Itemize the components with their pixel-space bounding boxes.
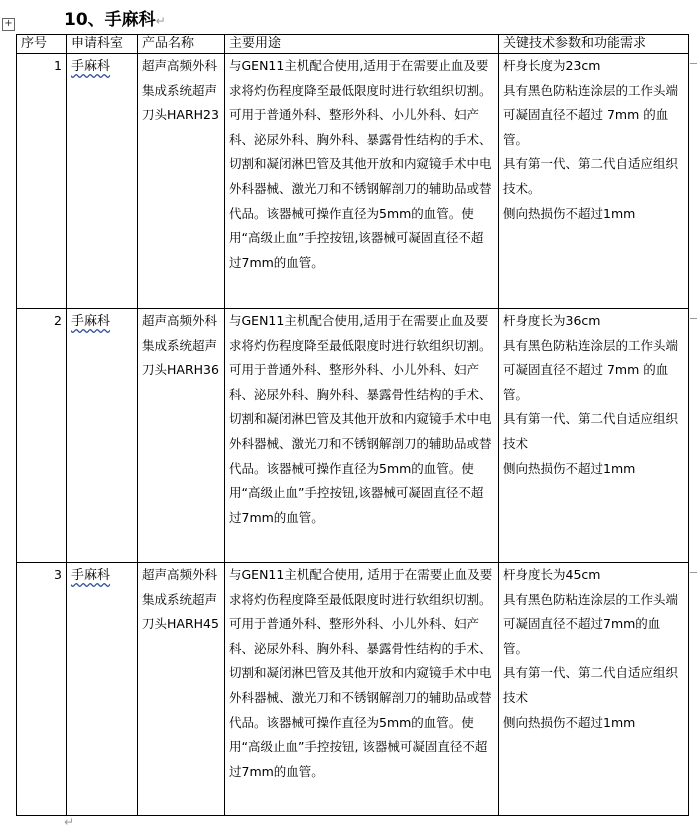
param-line: 杆身度长为45cm [503,567,601,582]
row-params [499,54,689,309]
section-title: 10、手麻科↵ [64,10,166,30]
row-end-mark-icon [690,564,697,573]
param-line: 侧向热损伤不超过1mm [503,460,636,476]
param-line: 可凝固直径不超过 7mm 的血管。 [503,362,669,402]
param-line: 可凝固直径不超过7mm的血管。 [503,616,661,656]
header-product: 产品名称 [138,35,225,54]
row-index: 1 [17,54,67,309]
header-usage: 主要用途 [225,35,499,54]
header-dept: 申请科室 [67,35,138,54]
row-product: 超声高频外科集成系统超声刀头HARH23 [138,54,225,309]
param-line: 侧向热损伤不超过1mm [503,714,636,730]
param-line: 侧向热损伤不超过1mm [503,205,636,221]
row-end-mark-icon [690,310,697,319]
row-dept: 手麻科 [67,309,138,563]
param-line: 具有黑色防粘连涂层的工作头端 [503,591,679,607]
param-line: 具有黑色防粘连涂层的工作头端 [503,82,679,98]
row-product: 超声高频外科集成系统超声刀头HARH36 [138,309,225,563]
param-line: 具有黑色防粘连涂层的工作头端 [503,337,679,353]
row-index: 2 [17,309,67,563]
paragraph-mark-icon: ↵ [155,14,166,28]
row-dept: 手麻科 [67,54,138,309]
procurement-table [16,34,689,816]
table-row [17,54,689,309]
table-row [17,563,689,816]
param-line: 具有第一代、第二代自适应组织技术 [503,411,679,451]
param-line: 杆身度长为36cm [503,313,601,328]
row-product: 超声高频外科集成系统超声刀头HARH45 [138,563,225,816]
row-dept: 手麻科 [67,563,138,816]
param-line: 杆身长度为23cm [503,58,601,73]
row-params [499,309,689,563]
table-header-row [17,35,689,54]
row-usage: 与GEN11主机配合使用, 适用于在需要止血及要求将灼伤程度降至最低限度时进行软组织切割。可用于普通外科、整形外科、小儿外科、妇产科、泌尿外科、胸外科、暴露骨性结构的手术、切割和凝闭淋巴管及其他开放和内窥镜手术中电外科器械、激光刀和不锈钢解剖刀的辅助品或替代品。该器械可操作直径为5mm的血管。使用“高级止血”手控按钮, 该器械可凝固直径不超过7mm的血管。 [225,563,499,816]
table-move-handle-icon[interactable]: + [2,18,15,31]
header-params: 关键技术参数和功能需求 [499,35,689,54]
row-index: 3 [17,563,67,816]
param-line: 具有第一代、第二代自适应组织技术。 [503,156,679,196]
row-end-mark-icon [690,55,697,64]
table-row [17,309,689,563]
header-index: 序号 [17,35,67,54]
row-params [499,563,689,816]
row-usage: 与GEN11主机配合使用,适用于在需要止血及要求将灼伤程度降至最低限度时进行软组织切割。可用于普通外科、整形外科、小儿外科、妇产科、泌尿外科、胸外科、暴露骨性结构的手术、切割和凝闭淋巴管及其他开放和内窥镜手术中电外科器械、激光刀和不锈钢解剖刀的辅助品或替代品。该器械可操作直径为5mm的血管。使用“高级止血”手控按钮,该器械可凝固直径不超过7mm的血管。 [225,54,499,309]
param-line: 具有第一代、第二代自适应组织技术 [503,665,679,705]
row-usage: 与GEN11主机配合使用,适用于在需要止血及要求将灼伤程度降至最低限度时进行软组织切割。可用于普通外科、整形外科、小儿外科、妇产科、泌尿外科、胸外科、暴露骨性结构的手术、切割和凝闭淋巴管及其他开放和内窥镜手术中电外科器械、激光刀和不锈钢解剖刀的辅助品或替代品。该器械可操作直径为5mm的血管。使用“高级止血”手控按钮,该器械可凝固直径不超过7mm的血管。 [225,309,499,563]
param-line: 可凝固直径不超过 7mm 的血管。 [503,107,669,147]
end-paragraph-mark-icon: ↵ [64,815,75,829]
